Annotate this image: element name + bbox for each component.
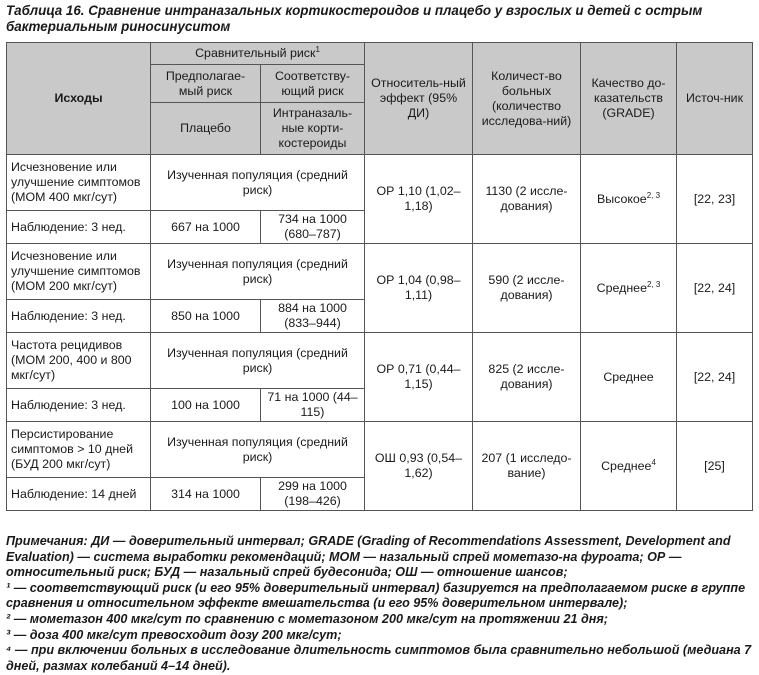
note-abbreviations: Примечания: ДИ — доверительный интервал; GRADE (Grading of Recommendations Assessment, Development and Evaluation) — система выработки рекомендаций; МОМ — назальный спрей мометазо-на фуроата; ОР — относительный риск; БУД — назальный спрей будесонида; ОШ — отношение шансов; <box>6 534 731 580</box>
source-cell: [22, 24] <box>677 244 753 333</box>
population-cell: Изученная популяция (средний риск) <box>151 422 365 478</box>
patients-cell: 590 (2 иссле-дования) <box>473 244 581 333</box>
effect-cell: ОР 1,10 (1,02–1,18) <box>365 155 473 244</box>
intranasal-cell: 71 на 1000 (44–115) <box>261 389 365 422</box>
intranasal-cell: 299 на 1000 (198–426) <box>261 478 365 511</box>
intranasal-cell: 734 на 1000 (680–787) <box>261 211 365 244</box>
followup-cell: Наблюдение: 3 нед. <box>7 211 151 244</box>
patients-cell: 207 (1 исследо-вание) <box>473 422 581 511</box>
population-cell: Изученная популяция (средний риск) <box>151 333 365 389</box>
header-sources: Источ-ник <box>677 43 753 155</box>
source-cell: [22, 23] <box>677 155 753 244</box>
header-corresponding-risk: Соответству-ющий риск <box>261 65 365 103</box>
placebo-cell: 314 на 1000 <box>151 478 261 511</box>
quality-cell: Высокое$^{2, 3}$ <box>581 155 677 244</box>
source-cell: [25] <box>677 422 753 511</box>
placebo-cell: 667 на 1000 <box>151 211 261 244</box>
quality-cell: Среднее$^{2, 3}$ <box>581 244 677 333</box>
outcome-cell: Частота рецидивов (МОМ 200, 400 и 800 мкг/сут) <box>7 333 151 389</box>
patients-cell: 1130 (2 иссле-дования) <box>473 155 581 244</box>
intranasal-cell: 884 на 1000 (833–944) <box>261 300 365 333</box>
placebo-cell: 850 на 1000 <box>151 300 261 333</box>
table-row <box>7 333 753 389</box>
table-notes <box>6 534 756 674</box>
effect-cell: ОШ 0,93 (0,54–1,62) <box>365 422 473 511</box>
population-cell: Изученная популяция (средний риск) <box>151 244 365 300</box>
header-quality: Качество до-казательств (GRADE) <box>581 43 677 155</box>
header-assumed-risk: Предполагае-мый риск <box>151 65 261 103</box>
header-placebo: Плацебо <box>151 103 261 155</box>
outcome-cell: Исчезновение или улучшение симптомов (МОМ 200 мкг/сут) <box>7 244 151 300</box>
header-patients: Количест-во больных (количество исследова-ний) <box>473 43 581 155</box>
followup-cell: Наблюдение: 14 дней <box>7 478 151 511</box>
table-row <box>7 155 753 211</box>
source-cell: [22, 24] <box>677 333 753 422</box>
placebo-cell: 100 на 1000 <box>151 389 261 422</box>
table-caption: Таблица 16. Сравнение интраназальных кортикостероидов и плацебо у взрослых и детей с острым бактериальным риносинуситом <box>6 3 703 34</box>
followup-cell: Наблюдение: 3 нед. <box>7 300 151 333</box>
quality-cell: Среднее$^4$ <box>581 422 677 511</box>
header-comparative-risk: Сравнительный риск$^1$ <box>151 43 365 65</box>
followup-cell: Наблюдение: 3 нед. <box>7 389 151 422</box>
population-cell: Изученная популяция (средний риск) <box>151 155 365 211</box>
patients-cell: 825 (2 иссле-дования) <box>473 333 581 422</box>
outcome-cell: Исчезновение или улучшение симптомов (МОМ 400 мкг/сут) <box>7 155 151 211</box>
outcome-cell: Персистирование симптомов > 10 дней (БУД 200 мкг/сут) <box>7 422 151 478</box>
header-outcomes: Исходы <box>7 43 151 155</box>
note-3: ³ — доза 400 мкг/сут превосходит дозу 200 мкг/сут; <box>6 627 342 642</box>
comparison-table <box>6 42 753 511</box>
table-row <box>7 422 753 478</box>
note-2: ² — мометазон 400 мкг/сут по сравнению с мометазоном 200 мкг/сут на протяжении 21 дня; <box>6 611 608 626</box>
table-row <box>7 244 753 300</box>
note-1: ¹ — соответствующий риск (и его 95% доверительный интервал) базируется на предполагаемом риске в группе сравнения и относительном эффекте вмешательства (и его 95% доверительном интервале); <box>6 580 746 611</box>
header-intranasal: Интраназаль-ные корти-костероиды <box>261 103 365 155</box>
effect-cell: ОР 1,04 (0,98–1,11) <box>365 244 473 333</box>
quality-cell: Среднее <box>581 333 677 422</box>
effect-cell: ОР 0,71 (0,44–1,15) <box>365 333 473 422</box>
header-relative-effect: Относитель-ный эффект (95% ДИ) <box>365 43 473 155</box>
note-4: ⁴ — при включении больных в исследование длительность симптомов была сравнительно небольшой (медиана 7 дней, размах колебаний 4–14 дней). <box>6 643 752 673</box>
